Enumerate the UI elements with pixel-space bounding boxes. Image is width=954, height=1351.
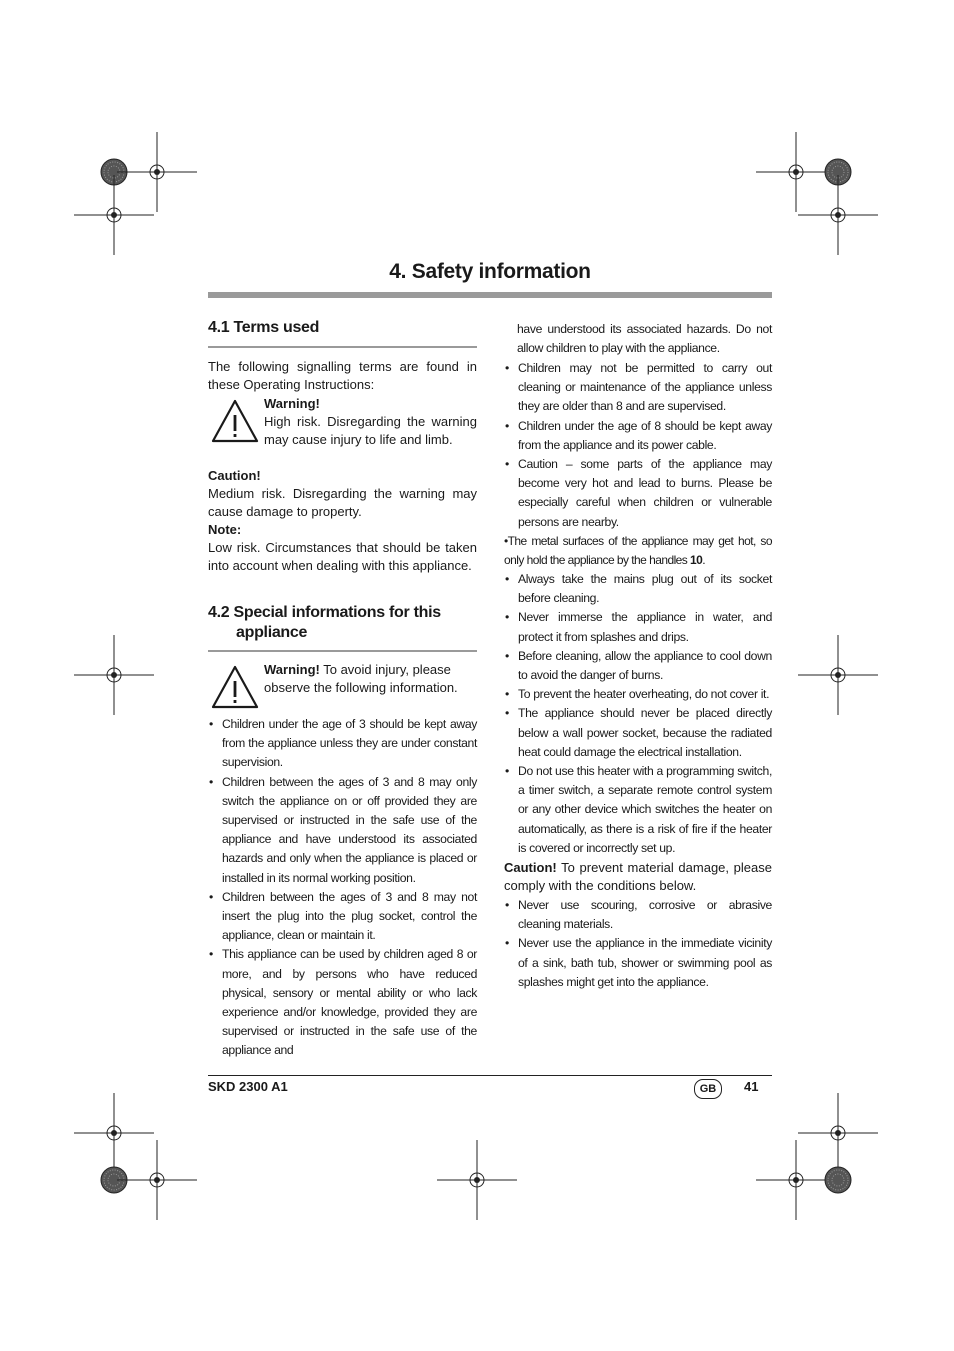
- list-item: • Children under the age of 3 should be kept away from the appliance unless they are under constant supervision.: [208, 715, 477, 773]
- warning-text: High risk. Disregarding the warning may cause injury to life and limb.: [264, 414, 477, 447]
- list-item: • Children between the ages of 3 and 8 may not insert the plug into the plug socket, control the appliance, clean or maintain it.: [208, 888, 477, 946]
- page-title: 4. Safety information: [389, 260, 591, 283]
- section-heading-terms-used: 4.1 Terms used: [208, 319, 320, 336]
- page-number: 41: [744, 1079, 759, 1094]
- section-heading-special-info: 4.2 Special informations for this: [208, 604, 441, 621]
- list-item: • To prevent the heater overheating, do not cover it.: [504, 685, 772, 704]
- list-item: • Children may not be permitted to carry out cleaning or maintenance of the appliance unless they are older than 8 and are supervised.: [504, 359, 772, 417]
- list-item: • Caution – some parts of the appliance may become very hot and lead to burns. Please be especially careful when children or vulnerable persons are nearby.: [504, 455, 772, 532]
- list-item: • Do not use this heater with a programming switch, a timer switch, a separate remote control system or any other device which switches the heater on automatically, as there is a risk of fire if the heater is covered or incorrectly set up.: [504, 762, 772, 858]
- warning-label: Warning!: [264, 662, 320, 677]
- period: .: [702, 553, 706, 568]
- list-item: • Children under the age of 8 should be kept away from the appliance and its power cable.: [504, 417, 772, 455]
- caution-label: Caution!: [208, 468, 261, 483]
- list-item: • This appliance can be used by children aged 8 or more, and by persons who have reduced physical, sensory or mental ability or who lack experience and/or knowledge, provided they are supervised or instructed in the safe use of the appliance and: [208, 945, 477, 1060]
- list-item: • The appliance should never be placed directly below a wall power socket, because the radiated heat could damage the electrical installation.: [504, 704, 772, 762]
- section-heading-special-info-line2: appliance: [236, 624, 308, 641]
- handle-reference: 10: [690, 553, 703, 568]
- caution-text: Medium risk. Disregarding the warning may cause damage to property.: [208, 486, 477, 519]
- metal-text: The metal surfaces of the appliance may get hot, so only hold the appliance by the handles: [504, 534, 772, 568]
- caution-label: Caution!: [504, 860, 557, 875]
- list-item: • Never immerse the appliance in water, and protect it from splashes and drips.: [504, 608, 772, 646]
- caution-text: To prevent material damage, please comply with the conditions below.: [504, 860, 772, 893]
- list-item: • Always take the mains plug out of its socket before cleaning.: [504, 570, 772, 608]
- note-text: Low risk. Circumstances that should be taken into account when dealing with this appliance.: [208, 540, 477, 573]
- list-item: • Before cleaning, allow the appliance to cool down to avoid the danger of burns.: [504, 647, 772, 685]
- list-item: • Never use scouring, corrosive or abrasive cleaning materials.: [504, 896, 772, 934]
- warning-label: Warning!: [264, 396, 320, 411]
- warning-text: To avoid injury, please observe the following information.: [264, 662, 458, 695]
- continuation-text: have understood its associated hazards. Do not allow children to play with the appliance.: [517, 322, 772, 356]
- terms-intro: The following signalling terms are found in these Operating Instructions:: [208, 359, 477, 392]
- country-badge: GB: [694, 1079, 722, 1099]
- model-number: SKD 2300 A1: [208, 1079, 288, 1094]
- list-item: • Children between the ages of 3 and 8 may only switch the appliance on or off provided they are supervised or instructed in the safe use of the appliance and have understood its associated hazards and only when the appliance is placed or installed in its normal working position.: [208, 773, 477, 888]
- note-label: Note:: [208, 522, 242, 537]
- metal-surfaces-note: •The metal surfaces of the appliance may get hot, so only hold the appliance by the handles 10.: [504, 534, 772, 568]
- list-item: • Never use the appliance in the immediate vicinity of a sink, bath tub, shower or swimming pool as splashes might get into the appliance.: [504, 934, 772, 992]
